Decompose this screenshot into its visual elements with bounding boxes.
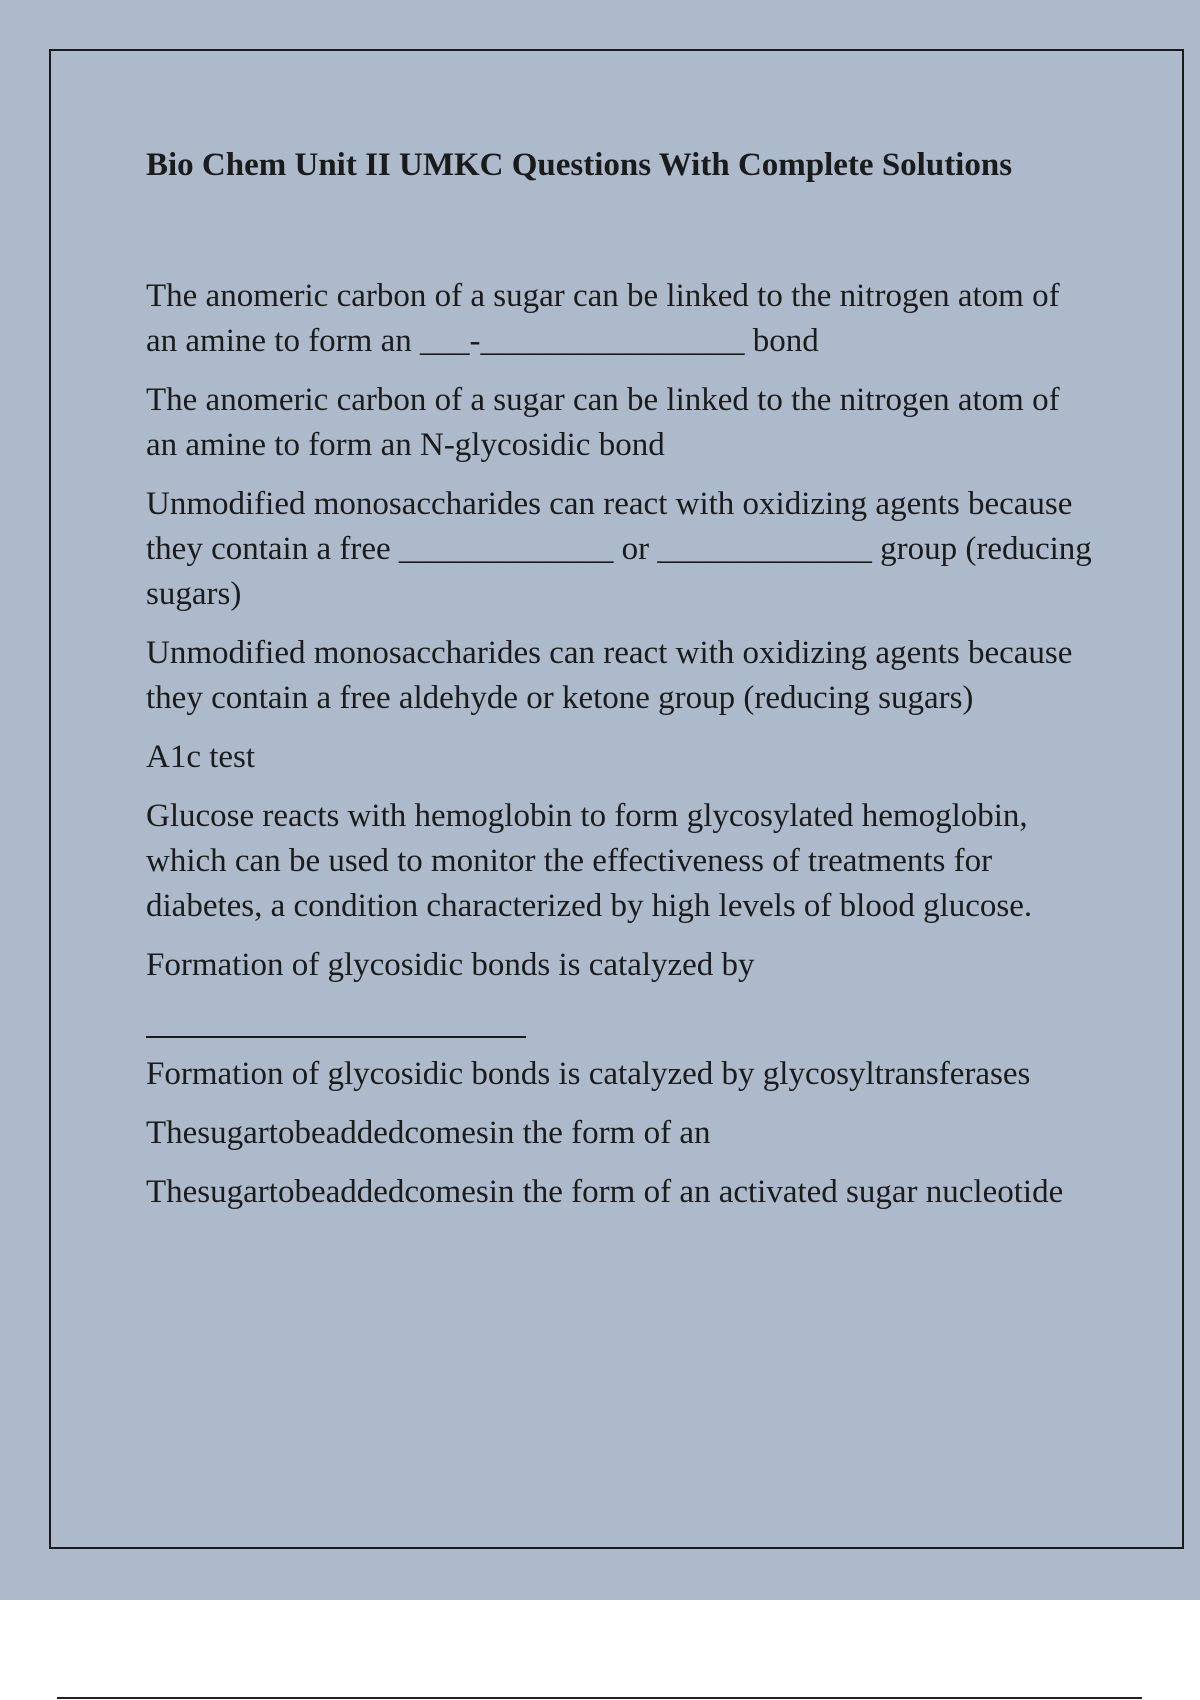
- footer-rule: [57, 1697, 1142, 1699]
- question-reducing-sugars: Unmodified monosaccharides can react with oxidizing agents because they contain a free _____________ or _____________ group (reducing sugars): [146, 486, 1092, 612]
- answer-activated-sugar: Thesugartobeaddedcomesin the form of an activated sugar nucleotide: [146, 1174, 1064, 1210]
- document-content: [146, 142, 1096, 1229]
- question-a1c-test: A1c test: [146, 739, 256, 775]
- answer-glycosidic-catalyst: Formation of glycosidic bonds is catalyzed by glycosyltransferases: [146, 1056, 1031, 1092]
- answer-reducing-sugars: Unmodified monosaccharides can react with oxidizing agents because they contain a free aldehyde or ketone group (reducing sugars): [146, 635, 1073, 716]
- question-glycosidic-catalyst: Formation of glycosidic bonds is catalyzed by: [146, 947, 755, 983]
- document-title: Bio Chem Unit II UMKC Questions With Complete Solutions: [146, 147, 1013, 183]
- question-activated-sugar: Thesugartobeaddedcomesin the form of an: [146, 1115, 711, 1151]
- answer-blank-line: [146, 988, 526, 1038]
- answer-a1c-test: Glucose reacts with hemoglobin to form glycosylated hemoglobin, which can be used to monitor the effectiveness of treatments for diabetes, a condition characterized by high levels of blood glucose.: [146, 798, 1033, 924]
- answer-n-glycosidic: The anomeric carbon of a sugar can be linked to the nitrogen atom of an amine to form an N-glycosidic bond: [146, 382, 1060, 463]
- question-n-glycosidic: The anomeric carbon of a sugar can be linked to the nitrogen atom of an amine to form an ___-________________ bond: [146, 278, 1060, 359]
